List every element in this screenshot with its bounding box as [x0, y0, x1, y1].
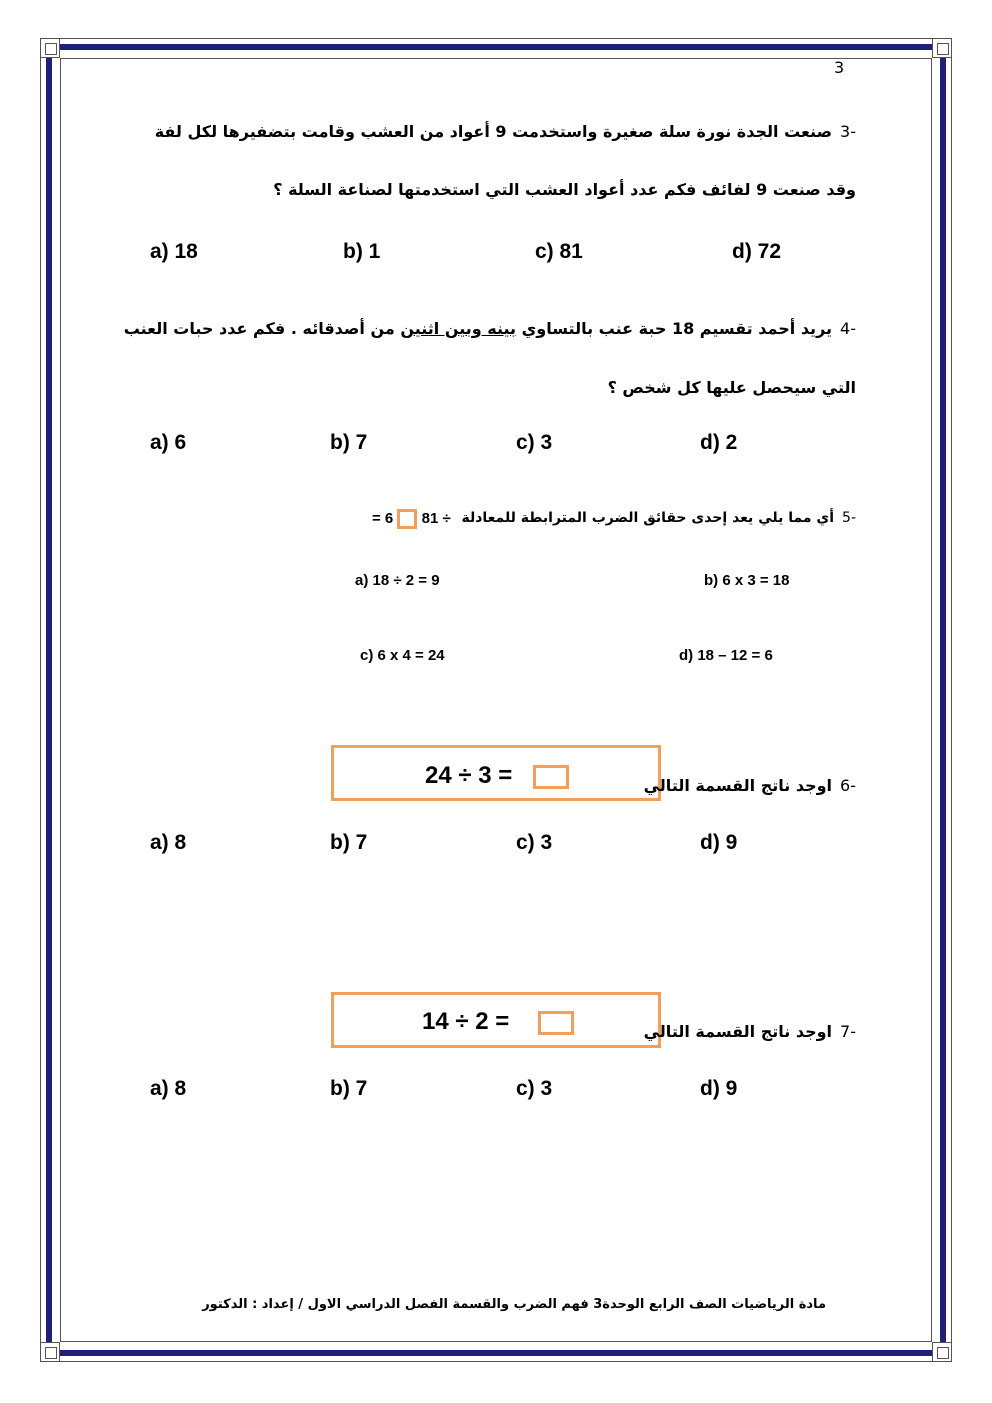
q7-option-d[interactable]: d) 9 [700, 1077, 738, 1100]
question-4-text-a: يريد أحمد تقسيم 18 حبة عنب بالتساوي [516, 319, 833, 338]
q7-answer-box[interactable] [538, 1011, 574, 1035]
q3-option-c[interactable]: c) 81 [535, 240, 583, 263]
q5-option-b[interactable]: b) 6 x 3 = 18 [704, 572, 790, 589]
q3-option-a[interactable]: a) 18 [150, 240, 198, 263]
question-7-text: اوجد ناتج القسمة التالي [643, 1022, 833, 1041]
corner-ornament-bottom-right [932, 1342, 952, 1362]
question-4-line-1 [124, 319, 856, 338]
equation-left-part: 6 = [372, 509, 394, 527]
question-4-number: -4 [840, 319, 856, 338]
q6-equation [425, 762, 569, 790]
question-7-line [644, 1022, 856, 1041]
q6-option-b[interactable]: b) 7 [330, 831, 368, 854]
question-3-text: صنعت الجدة نورة سلة صغيرة واستخدمت 9 أعواد من العشب وقامت بتضفيرها لكل لفة [154, 122, 833, 141]
question-3-line-1 [155, 122, 856, 141]
corner-ornament-bottom-left [40, 1342, 60, 1362]
q6-equation-text: 24 ÷ 3 = [425, 762, 513, 789]
question-5-equation [362, 509, 451, 529]
question-5-line [461, 510, 856, 526]
question-6-line [644, 776, 856, 795]
q4-option-c[interactable]: c) 3 [516, 431, 553, 454]
question-7-number: -7 [840, 1022, 856, 1041]
q4-option-a[interactable]: a) 6 [150, 431, 187, 454]
page-number: 3 [834, 58, 845, 77]
q3-option-b[interactable]: b) 1 [343, 240, 381, 263]
question-6-text: اوجد ناتج القسمة التالي [643, 776, 833, 795]
question-3-line-2: وقد صنعت 9 لفائف فكم عدد أعواد العشب التي استخدمتها لصناعة السلة ؟ [273, 180, 856, 199]
q6-answer-box[interactable] [533, 765, 569, 789]
question-5-text: أي مما يلي يعد إحدى حقائق الضرب المترابطة للمعادلة [461, 510, 835, 526]
question-4-line-2: التي سيحصل عليها كل شخص ؟ [607, 378, 856, 397]
question-4-underlined-text: بينه وبين اثنين [400, 319, 517, 338]
q5-option-a[interactable]: a) 18 ÷ 2 = 9 [355, 572, 440, 589]
page-footer: مادة الرياضيات الصف الرابع الوحدة3 فهم الضرب والقسمة الفصل الدراسي الاول / إعداد : الدكتور [202, 1297, 826, 1312]
corner-ornament-top-left [40, 38, 60, 58]
question-3-number: -3 [840, 122, 856, 141]
q4-option-b[interactable]: b) 7 [330, 431, 368, 454]
q7-equation [422, 1008, 574, 1036]
corner-ornament-top-right [932, 38, 952, 58]
q5-option-c[interactable]: c) 6 x 4 = 24 [360, 647, 445, 664]
q7-equation-text: 14 ÷ 2 = [422, 1008, 510, 1035]
question-6-number: -6 [840, 776, 856, 795]
q4-option-d[interactable]: d) 2 [700, 431, 738, 454]
q3-option-d[interactable]: d) 72 [732, 240, 782, 263]
q6-option-a[interactable]: a) 8 [150, 831, 187, 854]
q6-option-d[interactable]: d) 9 [700, 831, 738, 854]
question-5-number: -5 [842, 510, 856, 526]
q5-option-d[interactable]: d) 18 – 12 = 6 [679, 647, 773, 664]
blank-answer-box[interactable] [397, 509, 417, 529]
q7-option-c[interactable]: c) 3 [516, 1077, 553, 1100]
question-4-text-c: من أصدقائه . فكم عدد حبات العنب [123, 319, 401, 338]
q7-option-a[interactable]: a) 8 [150, 1077, 187, 1100]
equation-right-part: ÷ 18 [421, 509, 451, 527]
q6-option-c[interactable]: c) 3 [516, 831, 553, 854]
q7-option-b[interactable]: b) 7 [330, 1077, 368, 1100]
